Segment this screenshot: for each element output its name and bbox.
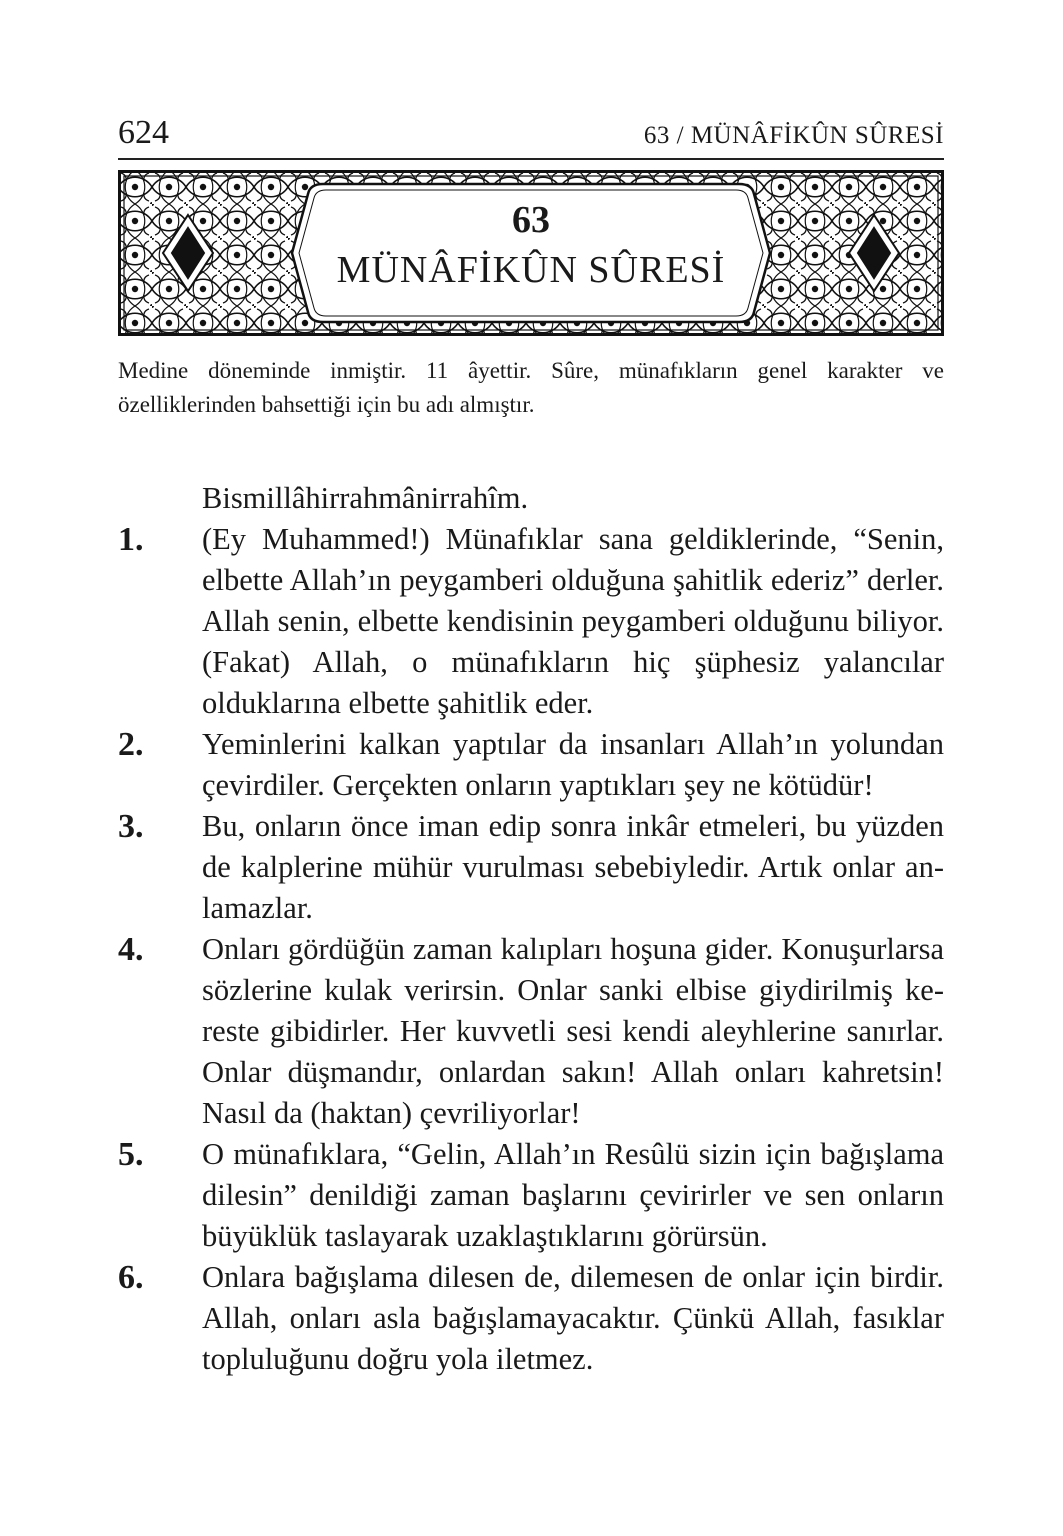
page-header <box>118 112 944 160</box>
verse-item <box>118 806 944 929</box>
verse-item <box>118 724 944 806</box>
verse-item <box>118 1257 944 1380</box>
verse-number: 4. <box>118 931 144 968</box>
verse-text: (Ey Muhammed!) Münafıklar sana geldiklerinde, “Senin, elbette Allah’ın peygamberi olduğuna şahitlik ederiz” derler. Allah senin, elbette kendisinin peygamberi olduğunu biliyor. (Fakat) Allah, o münafıkların hiç şüphesiz yalancılar olduklarına elbette şahitlik eder. <box>202 522 944 720</box>
verse-text: Bu, onların önce iman edip sonra inkâr etmeleri, bu yüzden de kalplerine mühür vurulması sebebiyledir. Artık onlar anlamazlar. <box>202 809 944 925</box>
surah-number: 63 <box>512 199 550 241</box>
verse-item <box>118 1134 944 1257</box>
verse-text: O münafıklara, “Gelin, Allah’ın Resûlü sizin için bağışlama dilesin” denildiği zaman başlarını çevirirler ve sen onların büyüklük taslayarak uzaklaştıklarını görürsün. <box>202 1137 944 1253</box>
basmala: Bismillâhirrahmânirrahîm. <box>202 481 529 515</box>
verse-number: 3. <box>118 808 144 845</box>
verse-item <box>118 929 944 1134</box>
verse-text: Onları gördüğün zaman kalıpları hoşuna gider. Konuşurlarsa sözlerine kulak verirsin. Onlar sanki elbise giydirilmiş kereste gibidirler. Her kuvvetli sesi kendi aleyhlerine sanırlar. Onlar düşmandır, onlardan sakın! Allah onları kahretsin! Nasıl da (haktan) çevriliyorlar! <box>202 932 944 1130</box>
verse-text: Yeminlerini kalkan yaptılar da insanları Allah’ın yolundan çevirdiler. Gerçekten onların yaptıkları şey ne kötüdür! <box>202 727 944 802</box>
running-head: 63 / MÜNÂFİKÛN SÛRESİ <box>643 122 944 149</box>
verse-number: 6. <box>118 1259 144 1296</box>
surah-banner <box>118 170 944 336</box>
surah-title: MÜNÂFİKÛN SÛRESİ <box>336 249 726 291</box>
verse-list <box>118 478 944 1380</box>
verse-text: Onlara bağışlama dilesen de, dilemesen de onlar için birdir. Allah, onları asla bağışlamayacaktır. Çünkü Allah, fasıklar topluluğunu doğru yola iletmez. <box>202 1260 944 1376</box>
verse-number: 5. <box>118 1136 144 1173</box>
verse-item <box>118 519 944 724</box>
surah-introduction: Medine döneminde inmiştir. 11 âyettir. Sûre, münafıkların genel karakter ve özelliklerinden bahsettiği için bu adı almıştır. <box>118 358 944 417</box>
verse-number: 1. <box>118 521 144 558</box>
verse-number: 2. <box>118 726 144 763</box>
page-number: 624 <box>118 114 169 151</box>
